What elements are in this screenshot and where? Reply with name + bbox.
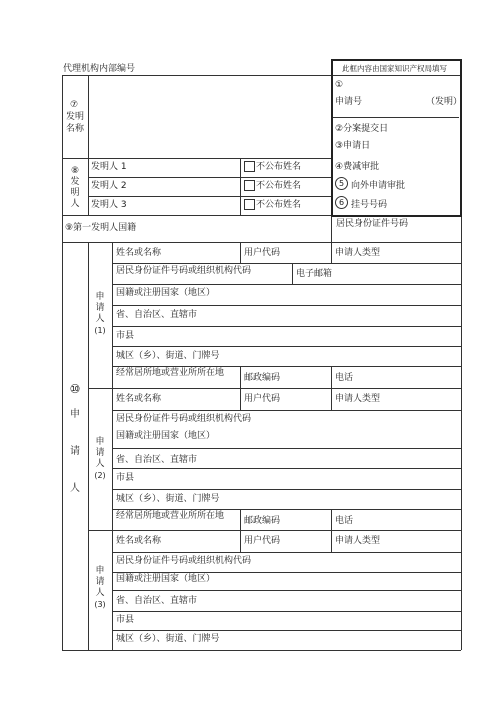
- inventor-1-hide-checkbox[interactable]: [244, 161, 255, 172]
- sub-label-number: (3): [94, 600, 106, 609]
- applicant-2-id-label: 居民身份证件号码或组织机构代码: [116, 414, 252, 424]
- applicant-1-id-label: 居民身份证件号码或组织机构代码: [116, 266, 252, 276]
- applicant-1-city-label: 市县: [116, 331, 135, 341]
- applicant-3-city-label: 市县: [116, 615, 135, 625]
- division-date-label: ②分案提交日: [335, 124, 389, 134]
- office-note: 此框内容由国家知识产权局填写: [342, 64, 447, 73]
- applicant-2-name-label: 姓名或名称: [116, 394, 162, 404]
- item1-mark: ①: [335, 80, 344, 90]
- applicant-1-street-label: 城区（乡）、街道、门牌号: [116, 351, 220, 361]
- applicant-label-char: 人: [70, 483, 80, 494]
- item6-mark: 6: [335, 196, 348, 209]
- inventor-2-label: 发明人 2: [91, 181, 127, 191]
- first-inventor-nationality-label: ⑨第一发明人国籍: [65, 223, 137, 233]
- invention-name-mark: ⑦: [70, 100, 79, 110]
- applicant-2-province-label: 省、自治区、直辖市: [116, 455, 198, 465]
- applicant-2-postcode-label: 邮政编码: [244, 516, 281, 526]
- applicant-label: [69, 384, 81, 494]
- applicant-3-street-label: 城区（乡）、街道、门牌号: [116, 634, 220, 644]
- sub-label-char: 申: [95, 437, 105, 447]
- resident-id-label: 居民身份证件号码: [336, 219, 409, 229]
- applicant-1-residence-label: 经常居所地或营业所所在地: [116, 368, 225, 378]
- inventor-2-hide-label: 不公布姓名: [256, 181, 302, 191]
- sub-label-char: 申: [95, 566, 105, 576]
- office-use-box: [331, 59, 462, 217]
- inventor-3-label: 发明人 3: [91, 200, 127, 210]
- applicant-1-phone-label: 电话: [335, 373, 354, 383]
- applicant-1-email-label: 电子邮箱: [296, 269, 333, 279]
- inventor-label-char: 发: [70, 177, 80, 187]
- applicant-2-label: [94, 437, 106, 481]
- inventor-2-hide-checkbox[interactable]: [244, 180, 255, 191]
- applicant-2-street-label: 城区（乡）、街道、门牌号: [116, 494, 220, 504]
- applicant-2-city-label: 市县: [116, 473, 135, 483]
- invention-tag: （发明）: [426, 97, 463, 107]
- applicant-3-label: [94, 566, 106, 610]
- sub-label-char: 请: [95, 577, 105, 587]
- sub-label-char: 申: [95, 292, 105, 302]
- inventor-3-hide-label: 不公布姓名: [256, 200, 302, 210]
- fee-reduction-label: ④费减审批: [335, 162, 380, 172]
- applicant-2-phone-label: 电话: [335, 516, 354, 526]
- inventor-3-hide-checkbox[interactable]: [244, 199, 255, 210]
- item5-mark: 5: [335, 177, 348, 190]
- inventor-label-char: 人: [70, 199, 80, 209]
- applicant-2-country-label: 国籍或注册国家（地区）: [116, 431, 216, 441]
- invention-name-label-line1: 发明: [66, 112, 85, 122]
- invention-name-label-line2: 名称: [66, 124, 85, 134]
- applicant-1-user-code-label: 用户代码: [244, 248, 281, 258]
- sub-label-number: (1): [94, 326, 106, 335]
- inventor-label-char: 明: [70, 188, 80, 198]
- application-number-label: 申请号: [335, 97, 363, 107]
- applicant-label-char: 申: [70, 409, 80, 420]
- sub-label-char: 人: [95, 314, 105, 324]
- applicant-1-name-label: 姓名或名称: [116, 248, 162, 258]
- inventor-1-label: 发明人 1: [91, 162, 127, 172]
- agency-number-label: 代理机构内部编号: [63, 64, 136, 74]
- applicant-3-type-label: 申请人类型: [335, 536, 381, 546]
- sub-label-char: 请: [95, 303, 105, 313]
- registered-number-label: 挂号号码: [351, 200, 388, 210]
- inventor-label: [69, 166, 81, 210]
- applicant-1-postcode-label: 邮政编码: [244, 373, 281, 383]
- applicant-3-province-label: 省、自治区、直辖市: [116, 596, 198, 606]
- applicant-1-country-label: 国籍或注册国家（地区）: [116, 288, 216, 298]
- applicant-2-type-label: 申请人类型: [335, 394, 381, 404]
- applicant-1-label: [94, 292, 106, 336]
- applicant-2-user-code-label: 用户代码: [244, 394, 281, 404]
- applicant-3-country-label: 国籍或注册国家（地区）: [116, 574, 216, 584]
- filing-date-label: ③申请日: [335, 141, 371, 151]
- sub-label-char: 人: [95, 459, 105, 469]
- applicant-1-type-label: 申请人类型: [335, 248, 381, 258]
- invention-name-field[interactable]: [90, 77, 330, 157]
- sub-label-number: (2): [94, 471, 106, 480]
- foreign-filing-label: 向外申请审批: [351, 181, 406, 191]
- sub-label-char: 请: [95, 448, 105, 458]
- applicant-1-province-label: 省、自治区、直辖市: [116, 310, 198, 320]
- inventor-1-hide-label: 不公布姓名: [256, 162, 302, 172]
- applicant-3-user-code-label: 用户代码: [244, 536, 281, 546]
- applicant-label-char: 请: [70, 446, 80, 457]
- applicant-3-id-label: 居民身份证件号码或组织机构代码: [116, 556, 252, 566]
- applicant-mark: ⑩: [69, 382, 81, 396]
- applicant-3-name-label: 姓名或名称: [116, 536, 162, 546]
- inventor-mark: ⑧: [70, 166, 80, 176]
- sub-label-char: 人: [95, 588, 105, 598]
- applicant-2-residence-label: 经常居所地或营业所所在地: [116, 511, 225, 521]
